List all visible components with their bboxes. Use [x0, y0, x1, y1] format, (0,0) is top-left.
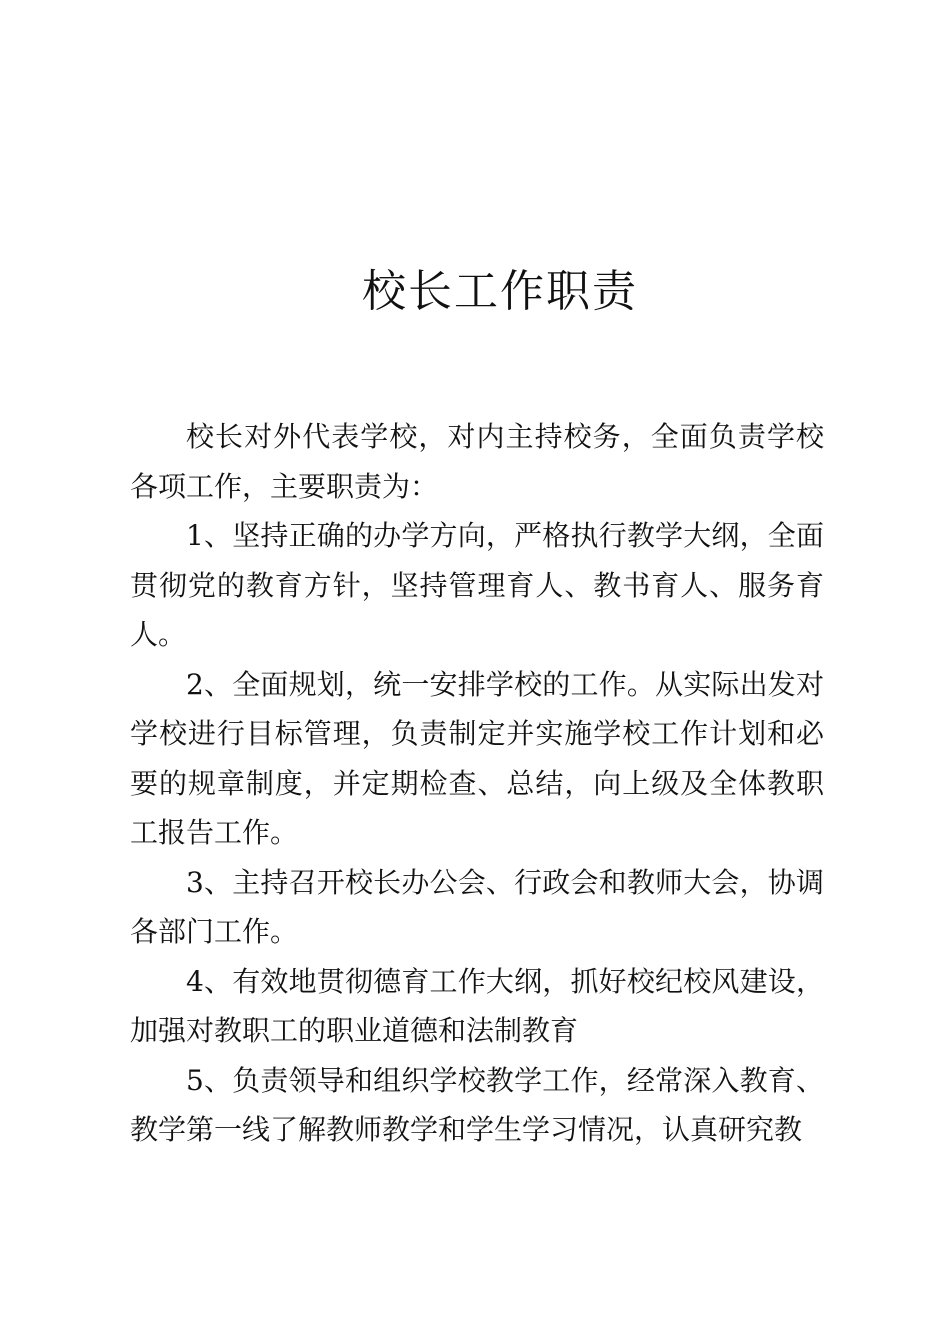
document-body: [130, 412, 824, 1155]
paragraph-item-4: 4、有效地贯彻德育工作大纲，抓好校纪校风建设，加强对教职工的职业道德和法制教育: [130, 964, 824, 1047]
paragraph-item-5: 5、负责领导和组织学校教学工作，经常深入教育、教学第一线了解教师教学和学生学习情况，认真研究教: [130, 1063, 824, 1146]
paragraph-intro: 校长对外代表学校，对内主持校务，全面负责学校各项工作，主要职责为：: [130, 420, 824, 503]
paragraph-item-1: 1、坚持正确的办学方向，严格执行教学大纲，全面贯彻党的教育方针，坚持管理育人、教书育人、服务育人。: [130, 519, 824, 651]
paragraph-item-2: 2、全面规划，统一安排学校的工作。从实际出发对学校进行目标管理，负责制定并实施学校工作计划和必要的规章制度，并定期检查、总结，向上级及全体教职工报告工作。: [130, 667, 824, 849]
paragraph-item-3: 3、主持召开校长办公会、行政会和教师大会，协调各部门工作。: [130, 865, 824, 948]
document-title: 校长工作职责: [362, 266, 638, 317]
